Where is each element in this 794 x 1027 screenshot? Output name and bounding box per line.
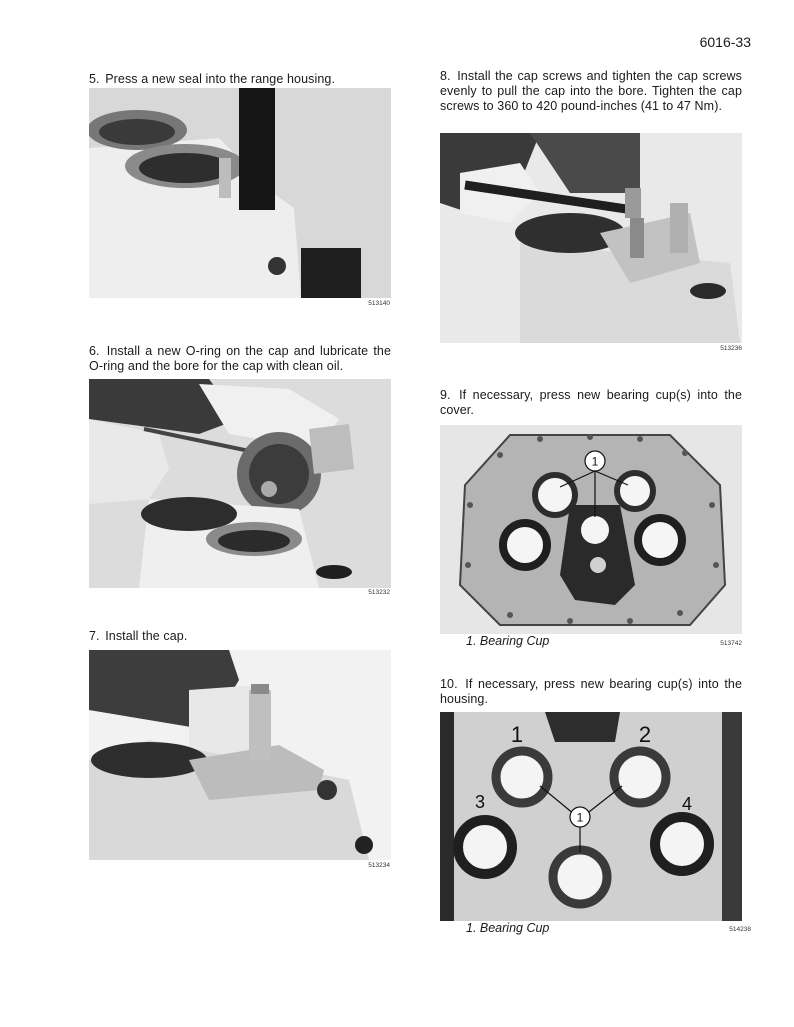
- step-10-photo: [440, 712, 742, 921]
- cover-bearing-cups-illustration: [440, 425, 742, 634]
- step-8-text: [440, 69, 742, 114]
- step-5-figure-id: 513140: [368, 300, 390, 307]
- bore-label-1: 1: [510, 722, 524, 747]
- step-7-text: [89, 629, 389, 644]
- step-10-text: [440, 677, 742, 707]
- page-number: 6016-33: [699, 34, 751, 50]
- step-10-number: 10.: [440, 677, 458, 691]
- step-6-text: [89, 344, 391, 374]
- step-6-instruction: Install a new O-ring on the cap and lubricate the O-ring and the bore for the cap with clean oil.: [89, 344, 391, 373]
- step-6-number: 6.: [89, 344, 100, 358]
- step-10-figure-id: 514238: [729, 926, 751, 933]
- step-8-figure-id: 513236: [720, 345, 742, 352]
- step-7-instruction: Install the cap.: [105, 629, 188, 643]
- step-10-instruction: If necessary, press new bearing cup(s) into the housing.: [440, 677, 742, 706]
- step-9-instruction: If necessary, press new bearing cup(s) into the cover.: [440, 388, 742, 417]
- step-5-text: [89, 72, 389, 87]
- step-8-instruction: Install the cap screws and tighten the cap screws evenly to pull the cap into the bore. Tighten the cap screws to 360 to 420 pound-inches (41 to 47 Nm).: [440, 69, 742, 113]
- step-9-photo: [440, 425, 742, 634]
- step-5-photo: [89, 88, 391, 298]
- step-9-number: 9.: [440, 388, 451, 402]
- o-ring-lubrication-illustration: [89, 379, 391, 588]
- torque-cap-screws-illustration: [440, 133, 742, 343]
- step-6-photo: [89, 379, 391, 588]
- step-8-photo: [440, 133, 742, 343]
- step-5-number: 5.: [89, 72, 100, 86]
- housing-bearing-cups-illustration: [440, 712, 742, 921]
- step-7-number: 7.: [89, 629, 100, 643]
- bore-label-2: 2: [638, 722, 652, 747]
- step-7-photo: [89, 650, 391, 860]
- step-6-figure-id: 513232: [368, 589, 390, 596]
- bore-label-4: 4: [681, 794, 693, 814]
- step-9-caption: 1. Bearing Cup: [466, 634, 550, 648]
- step-7-figure-id: 513234: [368, 862, 390, 869]
- step-8-number: 8.: [440, 69, 451, 83]
- step-9-figure-id: 513742: [720, 640, 742, 647]
- seal-press-illustration: [89, 88, 391, 298]
- step-10-callout-number: 1: [576, 810, 584, 825]
- step-9-callout-number: 1: [591, 454, 599, 469]
- step-5-instruction: Press a new seal into the range housing.: [105, 72, 336, 86]
- step-9-text: [440, 388, 742, 418]
- bore-label-3: 3: [474, 792, 486, 812]
- step-10-caption: 1. Bearing Cup: [466, 921, 550, 935]
- cap-install-illustration: [89, 650, 391, 860]
